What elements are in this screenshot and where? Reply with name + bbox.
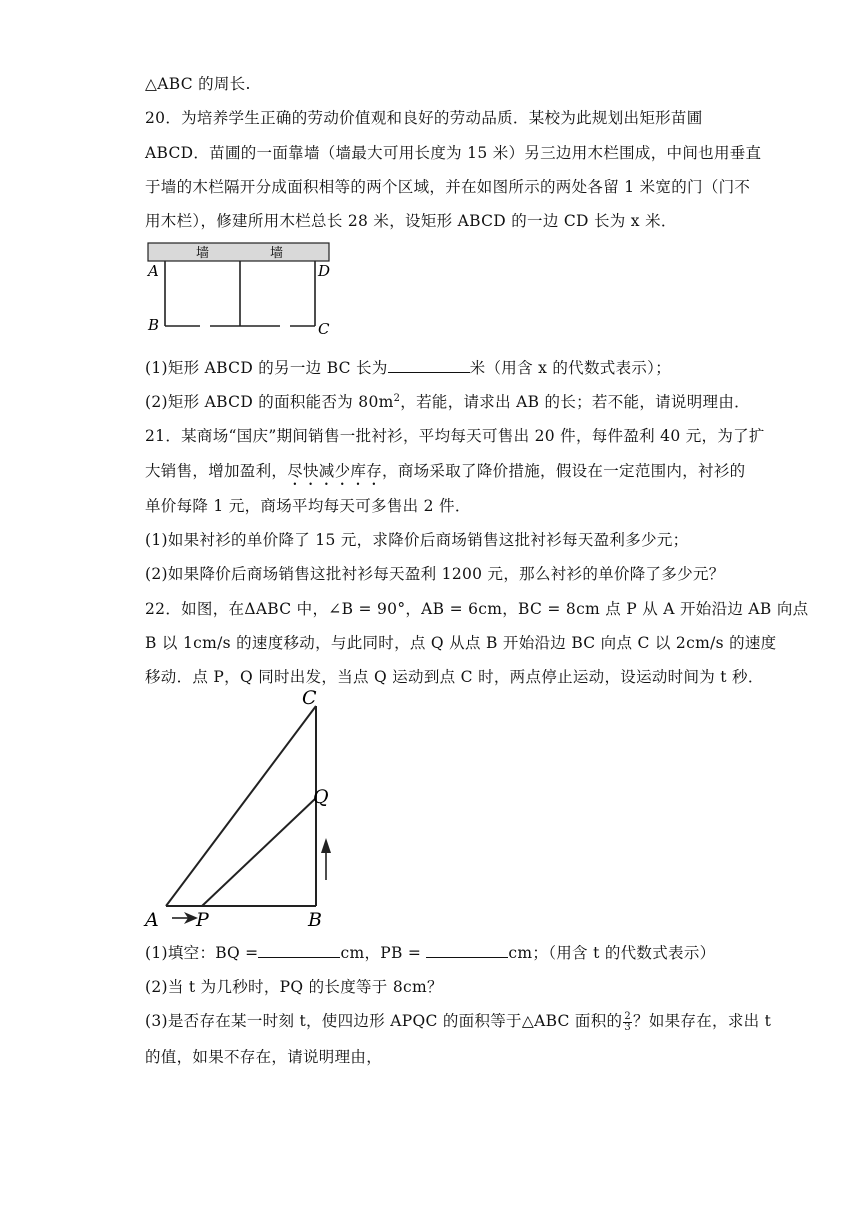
q22-part-1: (1)填空：BQ = cm，PB = cm；（用含 t 的代数式表示）: [145, 944, 716, 962]
q20-line-1: 20．为培养学生正确的劳动价值观和良好的劳动品质．某校为此规划出矩形苗圃: [145, 109, 703, 127]
wall-label-2: 墙: [270, 246, 284, 261]
q22-part-3-line-2: 的值，如果不存在，请说明理由，: [145, 1048, 383, 1066]
q21-line-2: 大销售，增加盈利，尽快减少库存，商场采取了降价措施，假设在一定范围内，衬衫的: [145, 462, 746, 480]
label-b: B: [148, 316, 160, 334]
label-q: Q: [313, 786, 329, 808]
q20-line-4: 用木栏），修建所用木栏总长 28 米，设矩形 ABCD 的一边 CD 长为 x 米．: [145, 212, 677, 230]
label-b: B: [308, 909, 322, 931]
label-c: C: [318, 320, 330, 338]
q19-tail: △ABC 的周长.: [145, 75, 251, 93]
label-p: P: [196, 909, 209, 931]
segment-pq: [202, 798, 316, 906]
q21-part-1: (1)如果衬衫的单价降了 15 元，求降价后商场销售这批衬衫每天盈利多少元；: [145, 531, 689, 549]
label-a: A: [148, 262, 159, 280]
answer-blank-bq[interactable]: [258, 943, 340, 958]
wall-label-1: 墙: [196, 246, 210, 261]
answer-blank-bc[interactable]: [388, 358, 470, 373]
garden-figure: [140, 236, 340, 344]
q21-line-3: 单价每降 1 元，商场平均每天可多售出 2 件．: [145, 497, 471, 515]
q20-line-3: 于墙的木栏隔开分成面积相等的两个区域，并在如图所示的两处各留 1 米宽的门（门不: [145, 178, 751, 196]
q21-part-2: (2)如果降价后商场销售这批衬衫每天盈利 1200 元，那么衬衫的单价降了多少元？: [145, 565, 725, 583]
emphasized-phrase: 尽快减少库存: [287, 462, 383, 480]
wall-bar: [148, 243, 329, 261]
q22-line-1: 22．如图，在ΔABC 中，∠B = 90°，AB = 6cm，BC = 8cm 点 P 从 A 开始沿边 AB 向点: [145, 600, 809, 618]
q22-part-3: (3)是否存在某一时刻 t，使四边形 APQC 的面积等于△ABC 面积的 $\frac{2}{3}$ ？如果存在，求出 t: [145, 1010, 772, 1033]
triangle-figure: [140, 688, 340, 934]
label-d: D: [318, 262, 331, 280]
fraction-two-thirds: $\frac{2}{3}$: [624, 1010, 632, 1033]
arrow-up-icon: [321, 838, 331, 853]
label-a: A: [145, 909, 159, 931]
q20-part-2: (2)矩形 ABCD 的面积能否为 $80m^2$，若能，请求出 AB 的长；若不能，请说明理由．: [145, 392, 750, 411]
label-c: C: [302, 688, 317, 709]
q22-line-2: B 以 1cm/s 的速度移动，与此同时，点 Q 从点 B 开始沿边 BC 向点 C 以 2cm/s 的速度: [145, 634, 777, 652]
answer-blank-pb[interactable]: [426, 943, 508, 958]
q21-line-1: 21．某商场“国庆”期间销售一批衬衫，平均每天可售出 20 件，每件盈利 40 元，为了扩: [145, 427, 765, 445]
q20-line-2: ABCD．苗圃的一面靠墙（墙最大可用长度为 15 米）另三边用木栏围成，中间也用垂直: [145, 144, 762, 162]
q22-part-2: (2)当 t 为几秒时，PQ 的长度等于 8cm？: [145, 978, 443, 996]
side-ac: [166, 706, 316, 906]
q20-part-1: (1)矩形 ABCD 的另一边 BC 长为 米（用含 x 的代数式表示）；: [145, 359, 672, 377]
q22-line-3: 移动．点 P，Q 同时出发，当点 Q 运动到点 C 时，两点停止运动，设运动时间为 t 秒．: [145, 668, 764, 686]
